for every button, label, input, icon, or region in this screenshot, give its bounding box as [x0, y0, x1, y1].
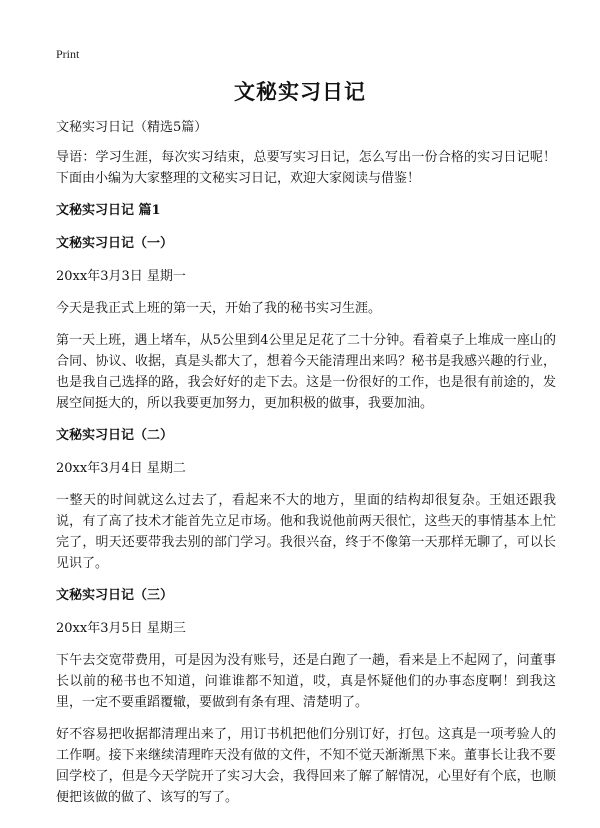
- page-title: 文秘实习日记: [234, 80, 366, 104]
- print-link[interactable]: Print: [56, 47, 80, 61]
- entry-paragraph: 下午去交宽带费用，可是因为没有账号，还是白跑了一趟，看来是上不起网了，问董事长以前的秘书也不知道，问谁谁都不知道，哎，真是怀疑他们的办事态度啊！到我这里，一定不要重蹈覆辙，要做到有条有理、清楚明了。: [56, 653, 556, 710]
- entry-paragraph: 今天是我正式上班的第一天，开始了我的秘书实习生涯。: [56, 301, 382, 316]
- intro-paragraph: 导语：学习生涯，每次实习结束，总要写实习日记，怎么写出一份合格的实习日记呢！下面由小编为大家整理的文秘实习日记，欢迎大家阅读与借鉴！: [56, 150, 556, 186]
- entry-heading: 文秘实习日记（二）: [56, 428, 174, 443]
- entry-date: 20xx年3月5日 星期三: [56, 621, 186, 636]
- entry-date: 20xx年3月4日 星期二: [56, 461, 186, 476]
- document-body: [56, 117, 556, 819]
- section-heading: 文秘实习日记 篇1: [56, 203, 161, 218]
- entry-heading: 文秘实习日记（一）: [56, 236, 174, 251]
- document-subtitle: 文秘实习日记（精选5篇）: [56, 120, 208, 135]
- entry-paragraph: 好不容易把收据都清理出来了，用订书机把他们分别订好，打包。这真是一项考验人的工作啊。接下来继续清理昨天没有做的文件，不知不觉天渐渐黑下来。董事长让我不要回学校了，但是今天学院开了实习大会，我得回来了解了解情况，心里好有个底，也顺便把该做的做了、该写的写了。: [56, 727, 556, 805]
- entry-paragraph: 一整天的时间就这么过去了，看起来不大的地方，里面的结构却很复杂。王姐还跟我说，有了高了技术才能首先立足市场。他和我说他前两天很忙，这些天的事情基本上忙完了，明天还要带我去别的部门学习。我很兴奋，终于不像第一天那样无聊了，可以长见识了。: [56, 493, 556, 571]
- entry-date: 20xx年3月3日 星期一: [56, 269, 186, 284]
- entry-heading: 文秘实习日记（三）: [56, 588, 174, 603]
- entry-paragraph: 第一天上班，遇上堵车，从5公里到4公里足足花了二十分钟。看着桌子上堆成一座山的合同、协议、收据，真是头都大了，想着今天能清理出来吗？秘书是我感兴趣的行业，也是我自己选择的路，我会好好的走下去。这是一份很好的工作，也是很有前途的，发展空间挺大的，所以我要更加努力，更加积极的做事，我要加油。: [56, 333, 556, 411]
